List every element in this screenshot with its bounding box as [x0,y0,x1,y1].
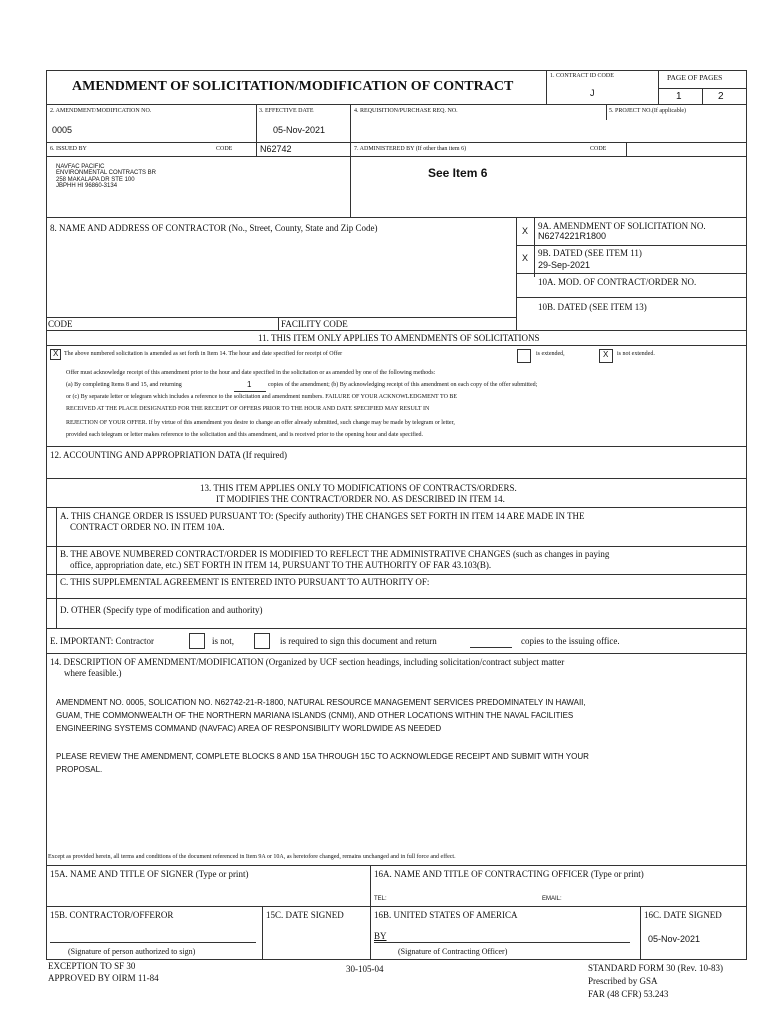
footer-left1: EXCEPTION TO SF 30 [48,961,136,971]
b11-text1: The above numbered solicitation is amended as set forth in Item 14. The hour and date specified for receipt of Offer [64,351,343,357]
page-num: 1 [676,91,682,102]
b11-p5: REJECTION OF YOUR OFFER. If by virtue of this amendment you desire to change an offer already submitted, such change may be made by telegram or letter, [66,420,455,426]
e-is-required: is required to sign this document and return [280,636,437,646]
b13b-1: B. THE ABOVE NUMBERED CONTRACT/ORDER IS MODIFIED TO REFLECT THE ADMINISTRATIVE CHANGES (such as changes in paying [60,549,610,559]
b10b-label: 10B. DATED (SEE ITEM 13) [538,302,647,312]
b13a-1: A. THIS CHANGE ORDER IS ISSUED PURSUANT TO: (Specify authority) THE CHANGES SET FORTH IN ITEM 14 ARE MADE IN THE [60,511,585,521]
b11-p6: provided each telegram or letter makes reference to the solicitation and this amendment, and is received prior to the opening hour and date specified. [66,432,424,438]
b15a-label: 15A. NAME AND TITLE OF SIGNER (Type or print) [50,869,249,879]
b14-body2: PLEASE REVIEW THE AMENDMENT, COMPLETE BLOCKS 8 AND 15A THROUGH 15C TO ACKNOWLEDGE RECEIPT AND SUBMIT WITH YOUR PROPOSAL. [56,752,589,774]
b2-label: 2. AMENDMENT/MODIFICATION NO. [50,108,152,114]
b11-p2b: copies of the amendment; (b) By acknowledging receipt of this amendment on each copy of the offer submitted; [268,382,538,388]
b13c: C. THIS SUPPLEMENTAL AGREEMENT IS ENTERED INTO PURSUANT TO AUTHORITY OF: [60,577,430,587]
e-important: E. IMPORTANT: Contractor [50,636,155,646]
b13-title1: 13. THIS ITEM APPLIES ONLY TO MODIFICATIONS OF CONTRACTS/ORDERS. [200,483,517,493]
b11-mark1: X [53,349,59,358]
b6-code-label: CODE [216,146,233,152]
b3-value: 05-Nov-2021 [273,125,326,135]
b4-label: 4. REQUISITION/PURCHASE REQ. NO. [354,108,458,114]
b2-value: 0005 [52,125,73,135]
code-row-label: CODE [48,319,73,329]
b14-body1: AMENDMENT NO. 0005, SOLICATION NO. N62742-21-R-1800, NATURAL RESOURCE MANAGEMENT SERVICES PREDOMINATELY IN HAWAII, GUAM, THE COMMONWEALTH OF THE NORTHERN MARIANA ISLANDS (CNMI), AND OTHER LOCATIONS WITHIN THE NAVAL FACILITIES ENGINEERING SYSTEMS COMMAND (NAVFAC) AREA OF RESPONSIBILITY WORLDWIDE AS NEEDED [56,698,586,733]
tel-label: TEL: [374,896,387,902]
sig-officer: (Signature of Contracting Officer) [398,947,508,956]
b16b-label: 16B. UNITED STATES OF AMERICA [374,910,518,920]
b11-extended: is extended, [536,351,565,357]
by-label: BY [374,931,387,941]
b11-title: 11. THIS ITEM ONLY APPLIES TO AMENDMENTS OF SOLICITATIONS [258,333,540,343]
b7-label: 7. ADMINISTERED BY (If other than item 6) [354,146,467,152]
except-text: Except as provided herein, all terms and conditions of the document referenced in Item 9A or 10A, as heretofore changed, remains unchanged and in full force and effect. [48,854,456,860]
b11-copies: 1 [247,380,252,389]
b6-code: N62742 [260,144,292,154]
b16c-label: 16C. DATE SIGNED [644,910,722,920]
b13a-2: CONTRACT ORDER NO. IN ITEM 10A. [70,522,225,532]
b11-extended-box [517,349,531,363]
b16c-value: 05-Nov-2021 [648,934,701,944]
b13-title2: IT MODIFIES THE CONTRACT/ORDER NO. AS DESCRIBED IN ITEM 14. [216,494,505,504]
footer-right3: FAR (48 CFR) 53.243 [588,989,669,999]
sig-person: (Signature of person authorized to sign) [68,947,196,956]
b15c-label: 15C. DATE SIGNED [266,910,344,920]
e-is-required-box [254,633,270,649]
b7-value: See Item 6 [428,166,488,180]
b9b-label: 9B. DATED (SEE ITEM 11) [538,248,642,258]
b7-code-label: CODE [590,146,607,152]
b9a-label: 9A. AMENDMENT OF SOLICITATION NO. [538,221,706,231]
email-label: EMAIL: [542,896,562,902]
b3-label: 3. EFFECTIVE DATE [259,108,314,114]
page-total: 2 [718,91,724,102]
facility-code-label: FACILITY CODE [281,319,348,329]
b11-not-extended: is not extended. [617,351,655,357]
b5-label: 5. PROJECT NO.(If applicable) [609,108,687,114]
b6-label: 6. ISSUED BY [50,146,87,152]
footer-mid: 30-105-04 [346,964,384,974]
b13d: D. OTHER (Specify type of modification and authority) [60,605,263,615]
b16a-label: 16A. NAME AND TITLE OF CONTRACTING OFFICER (Type or print) [374,869,644,879]
b9a-value: N6274221R1800 [538,231,607,241]
e-is-not-box [189,633,205,649]
form-title: AMENDMENT OF SOLICITATION/MODIFICATION OF CONTRACT [72,79,514,94]
b13b-2: office, appropriation date, etc.) SET FORTH IN ITEM 14, PURSUANT TO THE AUTHORITY OF FAR 43.103(B). [70,560,492,570]
b12-label: 12. ACCOUNTING AND APPROPRIATION DATA (If required) [50,450,288,460]
b11-p1: Offer must acknowledge receipt of this amendment prior to the hour and date specified in the solicitation or as amended by one of the following methods: [66,370,436,376]
b10a-label: 10A. MOD. OF CONTRACT/ORDER NO. [538,277,697,287]
footer-right1: STANDARD FORM 30 (Rev. 10-83) [588,963,723,973]
b15b-label: 15B. CONTRACTOR/OFFEROR [50,910,174,920]
b14-label1: 14. DESCRIPTION OF AMENDMENT/MODIFICATION (Organized by UCF section headings, including solicitation/contract subject matter [50,657,565,667]
footer-right2: Prescribed by GSA [588,976,658,986]
e-is-not: is not, [212,636,235,646]
b1-label: 1. CONTRACT ID CODE [550,73,614,79]
b6-address: NAVFAC PACIFIC ENVIRONMENTAL CONTRACTS BR 258 MAKALAPA DR STE 100 JBPHH HI 96860-3134 [56,164,157,189]
page-of-label: PAGE OF PAGES [667,73,723,82]
b11-p3: or (c) By separate letter or telegram which includes a reference to the solicitation and amendment numbers. FAILURE OF YOUR ACKNOWLEDGMENT TO BE [66,394,458,400]
b1-value: J [590,88,595,98]
b9a-mark: X [522,226,529,236]
b11-p2a: (a) By completing Items 8 and 15, and returning [66,382,182,388]
b8-label: 8. NAME AND ADDRESS OF CONTRACTOR (No., Street, County, State and Zip Code) [50,223,378,233]
e-copies: copies to the issuing office. [521,636,620,646]
footer-left2: APPROVED BY OIRM 11-84 [48,973,159,983]
b14-label2: where feasible.) [64,668,122,678]
b9b-mark: X [522,253,529,263]
b11-mark2: X [603,350,609,359]
b9b-value: 29-Sep-2021 [538,260,591,270]
b11-p4: RECEIVED AT THE PLACE DESIGNATED FOR THE RECEIPT OF OFFERS PRIOR TO THE HOUR AND DATE SPECIFIED MAY RESULT IN [66,406,430,412]
